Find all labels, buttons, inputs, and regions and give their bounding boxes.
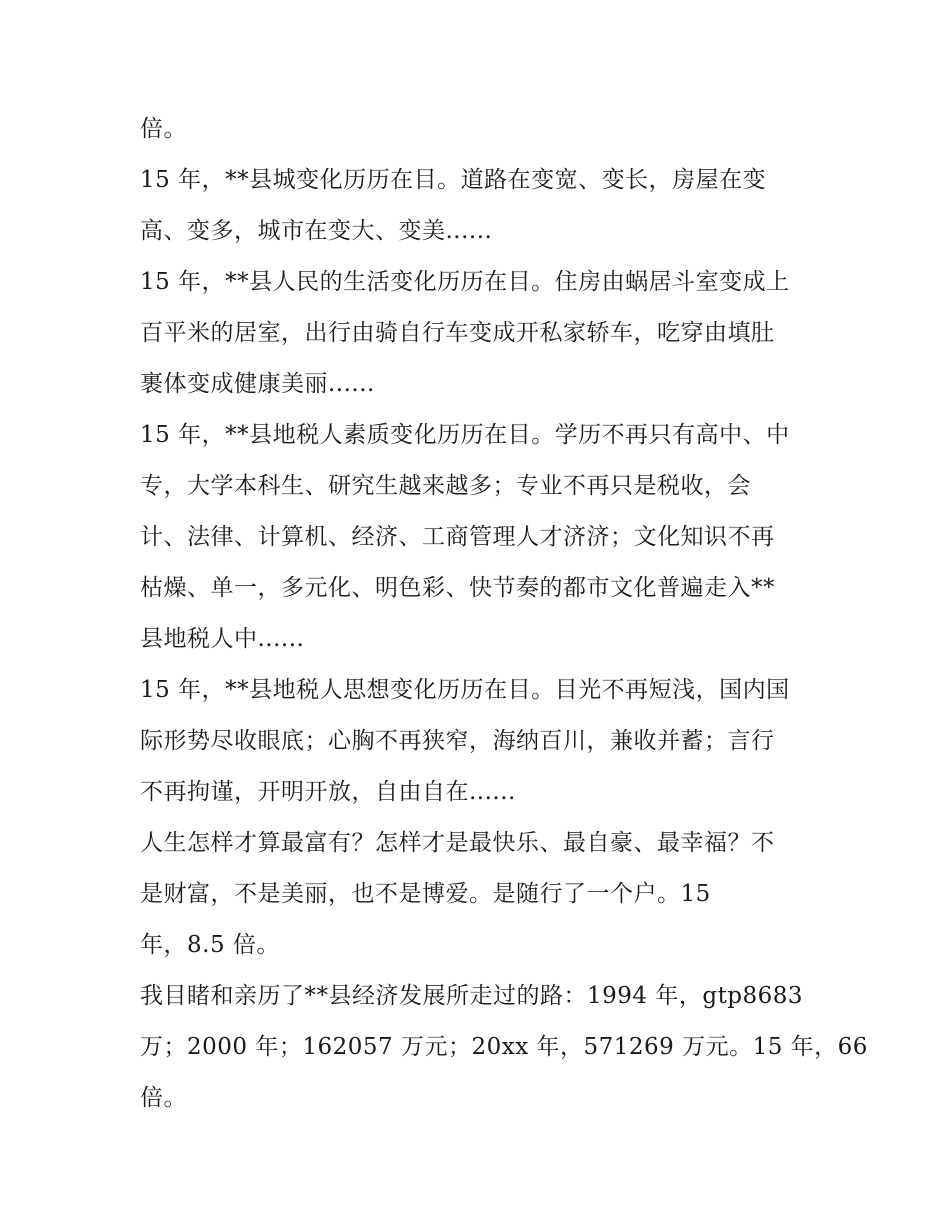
text-line: 是财富，不是美丽，也不是博爱。是随行了一个户。15 [140,881,711,907]
text-line: 高、变多，城市在变大、变美...... [140,218,493,244]
text-line: 计、法律、计算机、经济、工商管理人才济济；文化知识不再 [140,524,775,550]
text-line: 专，大学本科生、研究生越来越多；专业不再只是税收，会 [140,473,751,499]
text-line: 际形势尽收眼底；心胸不再狭窄，海纳百川，兼收并蓄；言行 [140,728,775,754]
text-line: 我目睹和亲历了**县经济发展所走过的路：1994 年，gtp8683 [140,983,804,1009]
text-line: 裹体变成健康美丽...... [140,371,375,397]
text-line: 不再拘谨，开明开放，自由自在...... [140,779,516,805]
text-line: 15 年，**县地税人思想变化历历在目。目光不再短浅，国内国 [140,677,790,703]
document-page [140,104,868,1124]
text-line: 万；2000 年；162057 万元；20xx 年，571269 万元。15 年，66 [140,1034,868,1060]
text-line: 年，8.5 倍。 [140,932,280,958]
text-line: 百平米的居室，出行由骑自行车变成开私家轿车，吃穿由填肚 [140,320,775,346]
text-line: 15 年，**县人民的生活变化历历在目。住房由蜗居斗室变成上 [140,269,790,295]
text-line: 15 年，**县城变化历历在目。道路在变宽、变长，房屋在变 [140,167,767,193]
text-line: 倍。 [140,116,187,142]
text-line: 15 年，**县地税人素质变化历历在目。学历不再只有高中、中 [140,422,790,448]
text-line: 县地税人中...... [140,626,305,652]
text-line: 人生怎样才算最富有？怎样才是最快乐、最自豪、最幸福？不 [140,830,775,856]
text-line: 倍。 [140,1085,187,1111]
text-line: 枯燥、单一，多元化、明色彩、快节奏的都市文化普遍走入** [140,575,775,601]
